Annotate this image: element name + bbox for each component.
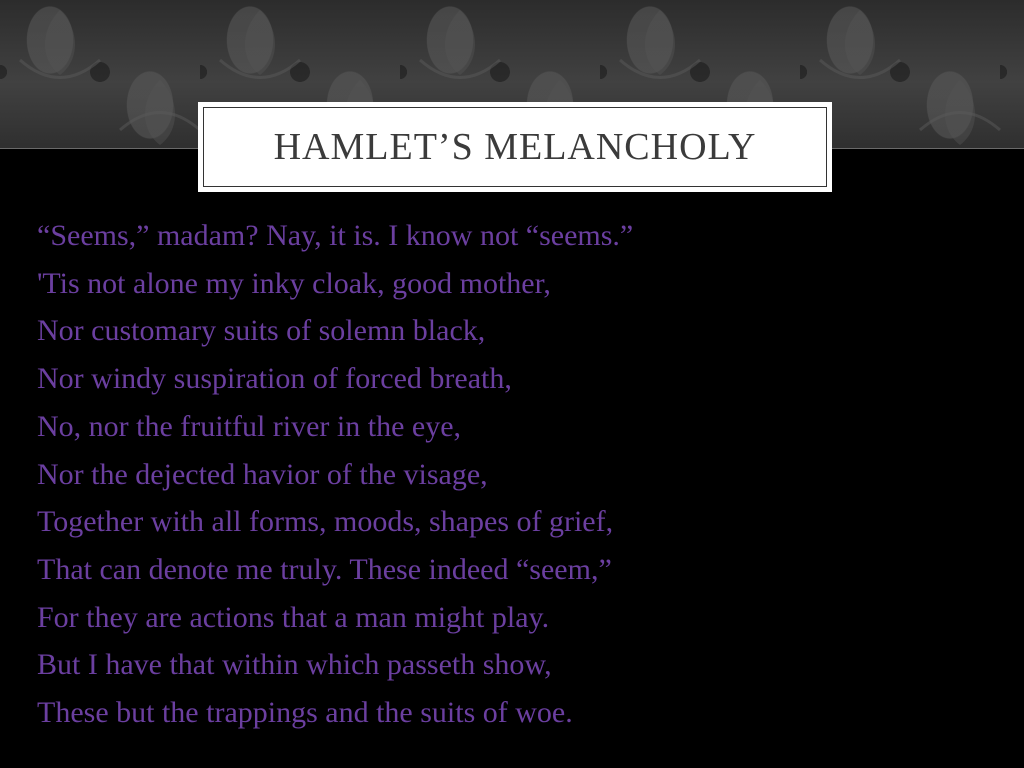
- verse-line: No, nor the fruitful river in the eye,: [37, 409, 462, 443]
- verse-text-block: [37, 212, 997, 737]
- verse-line: That can denote me truly. These indeed “seem,”: [37, 552, 612, 586]
- verse-line: 'Tis not alone my inky cloak, good mother,: [37, 266, 551, 300]
- verse-line: “Seems,” madam? Nay, it is. I know not “seems.”: [37, 219, 634, 252]
- verse-line: Nor windy suspiration of forced breath,: [37, 362, 512, 396]
- verse-line: Nor customary suits of solemn black,: [37, 314, 486, 348]
- verse-line: Together with all forms, moods, shapes of grief,: [37, 505, 614, 539]
- verse-line: Nor the dejected havior of the visage,: [37, 457, 488, 491]
- title-box: [198, 102, 832, 192]
- verse-line: For they are actions that a man might play.: [37, 600, 550, 634]
- title-frame: [203, 107, 827, 187]
- slide-title: HAMLET’S MELANCHOLY: [273, 126, 757, 168]
- verse-line: But I have that within which passeth show,: [37, 648, 552, 682]
- verse-line: These but the trappings and the suits of woe.: [37, 696, 573, 730]
